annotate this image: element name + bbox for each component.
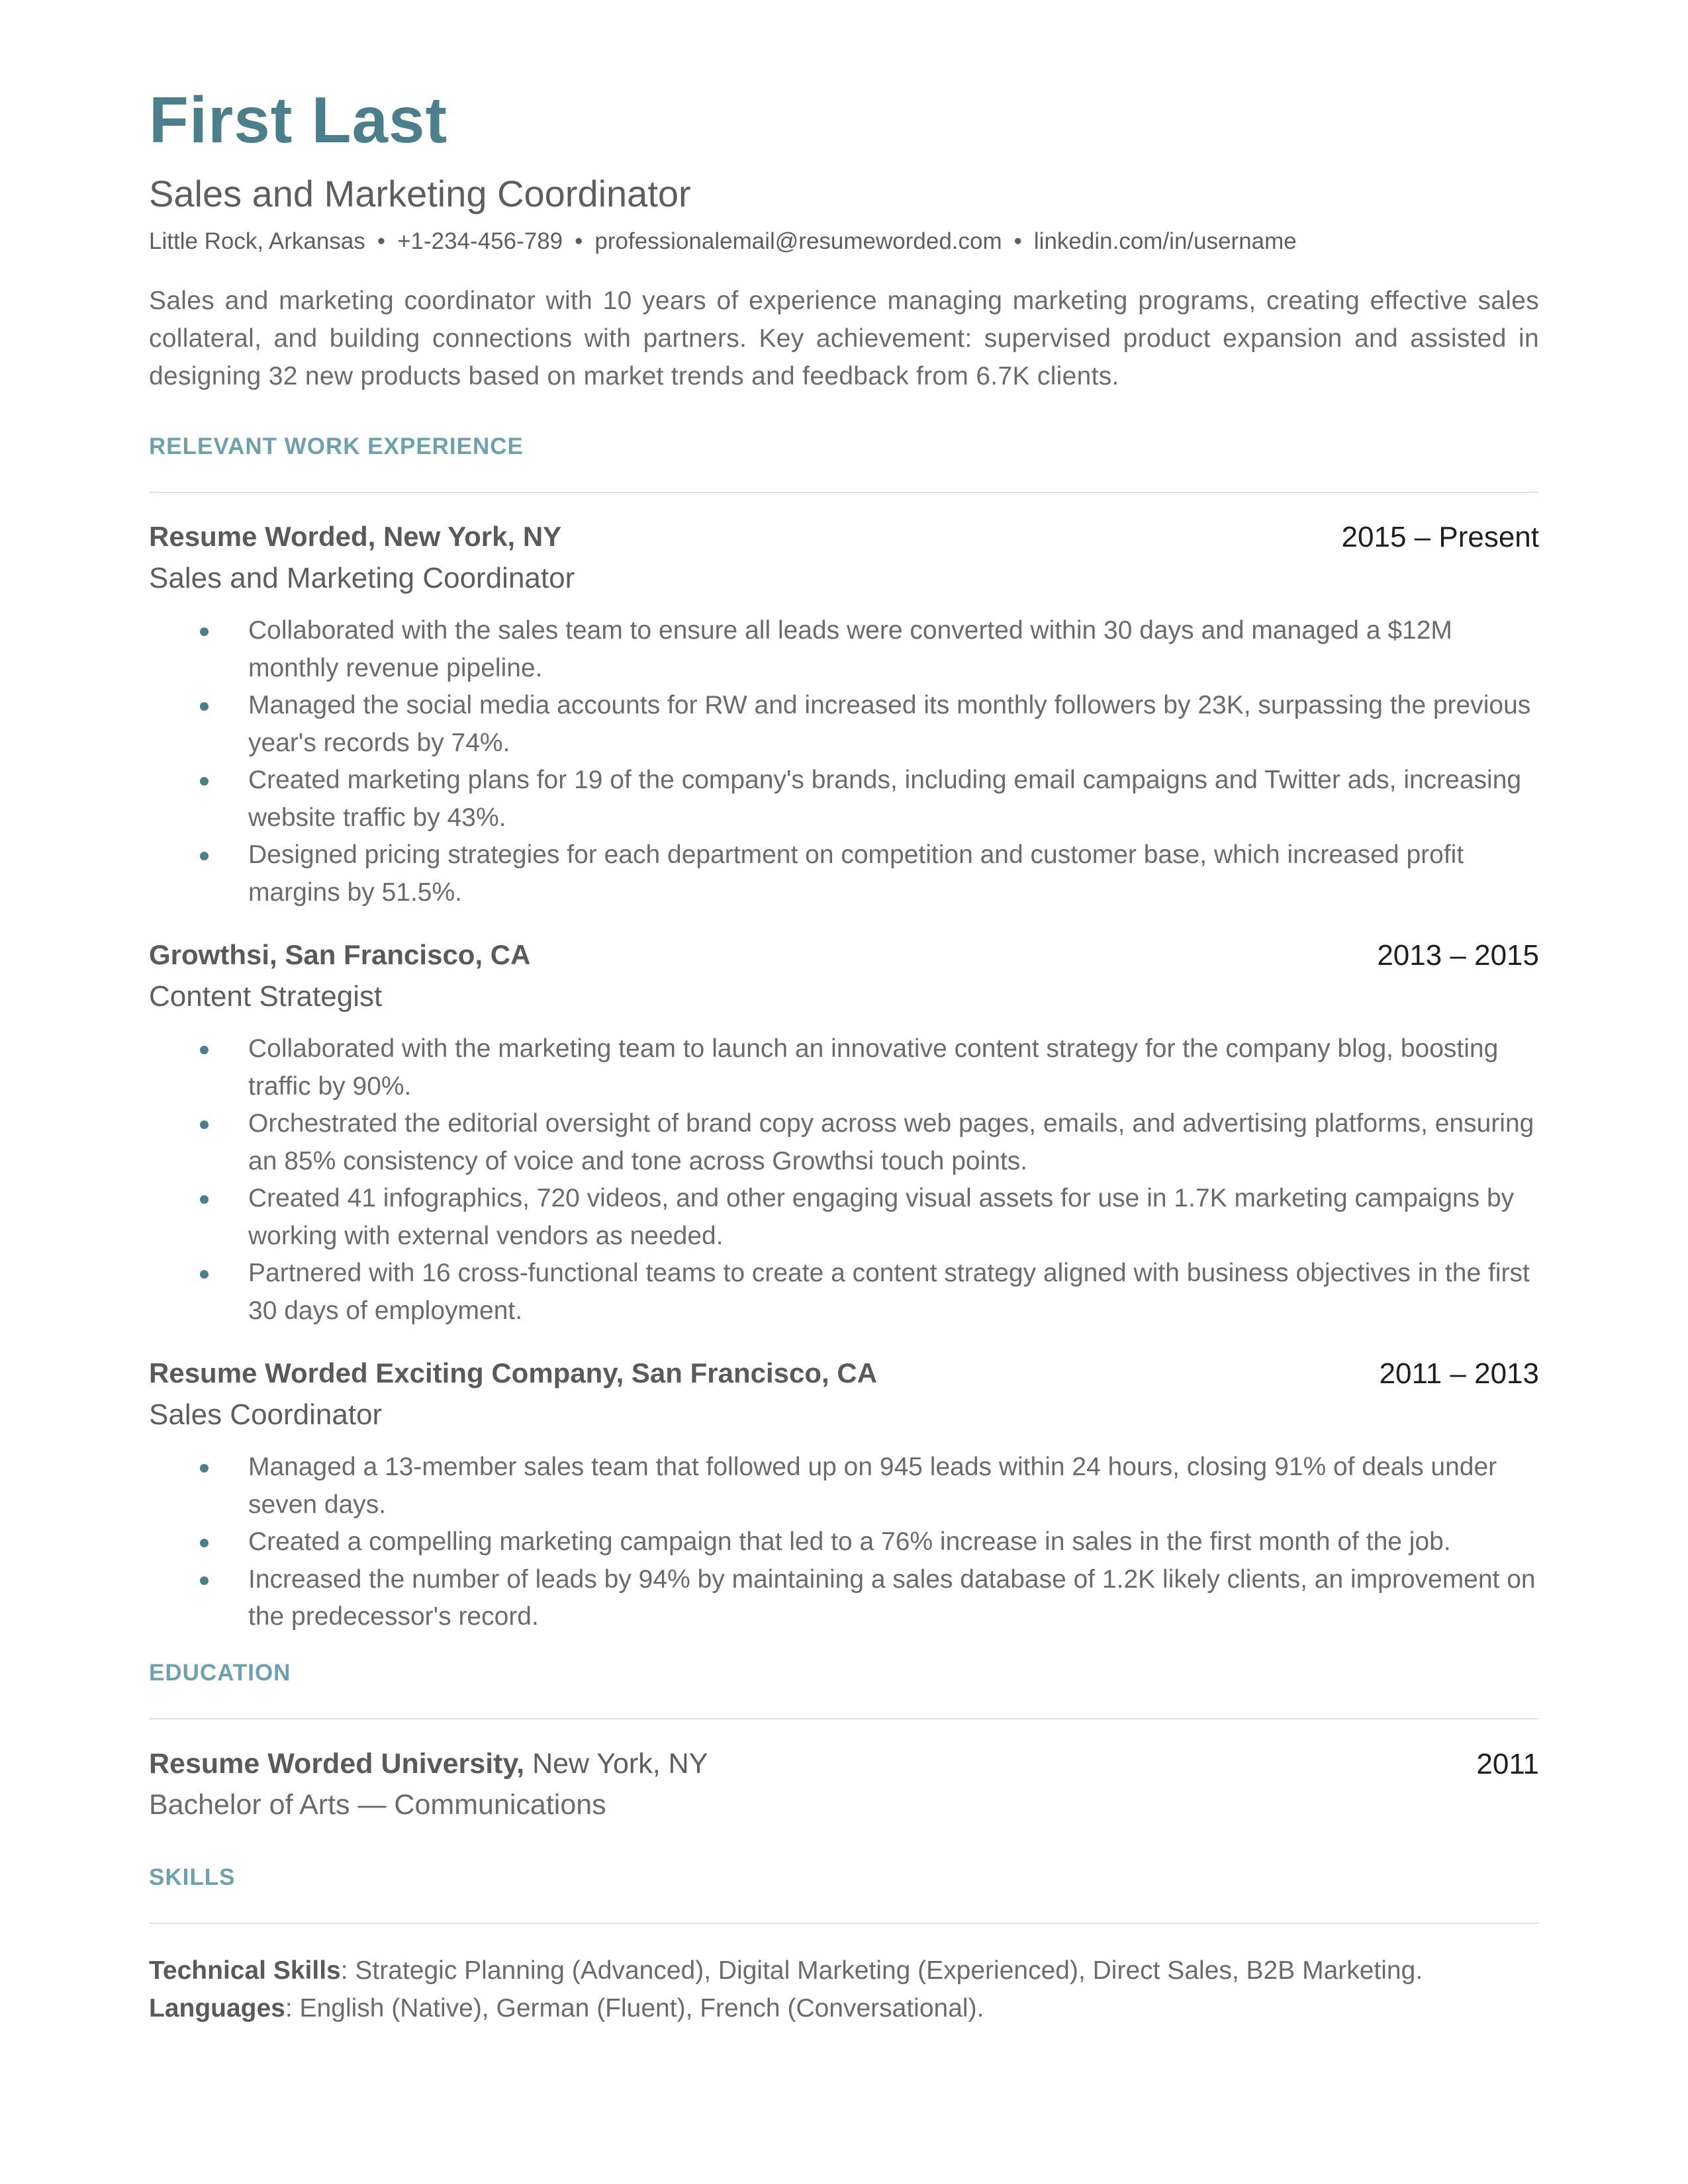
technical-skills (149, 1956, 1423, 1987)
job-dates: 2015 – Present (1341, 521, 1539, 553)
education-year: 2011 (1476, 1748, 1539, 1780)
bullet-dot-icon (200, 852, 209, 860)
bullet-item (149, 1449, 1539, 1524)
languages-label: Languages (149, 1994, 285, 2023)
bullet-text: Increased the number of leads by 94% by maintaining a sales database of 1.2K likely clients, an improvement on the predecessor's record. (248, 1565, 1536, 1631)
job-company: Resume Worded, New York, NY (149, 521, 562, 552)
technical-skills-value: : Strategic Planning (Advanced), Digital Marketing (Experienced), Direct Sales, B2B Marketing. (340, 1956, 1423, 1985)
bullet-text: Created a compelling marketing campaign that led to a 76% increase in sales in the first month of the job. (248, 1527, 1451, 1556)
bullet-text: Created 41 infographics, 720 videos, and other engaging visual assets for use in 1.7K marketing campaigns by working with external vendors as needed. (248, 1184, 1515, 1250)
job-dates: 2011 – 2013 (1379, 1357, 1539, 1390)
summary-paragraph: Sales and marketing coordinator with 10 years of experience managing marketing programs, creating effective sales collateral, and building connections with partners. Key achievement: supervised product expansion and assisted in designing 32 new products based on market trends and feedback from 6.7K clients. (149, 287, 1539, 390)
education-header (149, 1747, 1539, 1787)
candidate-title: Sales and Marketing Coordinator (149, 173, 691, 214)
contact-line (149, 228, 1297, 255)
contact-separator: • (575, 228, 583, 254)
job-dates: 2013 – 2015 (1377, 939, 1539, 972)
experience-divider (149, 492, 1539, 493)
job-company: Growthsi, San Francisco, CA (149, 939, 531, 970)
skills-heading: SKILLS (149, 1864, 236, 1890)
job-header (149, 938, 1539, 976)
job-role: Sales and Marketing Coordinator (149, 562, 575, 594)
bullet-dot-icon (200, 1195, 209, 1204)
bullet-text: Created marketing plans for 19 of the company's brands, including email campaigns and Twitter ads, increasing website traffic by 43%. (248, 766, 1522, 832)
job-role: Content Strategist (149, 980, 383, 1013)
job-header (149, 520, 1539, 557)
contact-email[interactable]: professionalemail@resumeworded.com (594, 228, 1002, 254)
bullet-item (149, 762, 1539, 837)
bullet-item (149, 1105, 1539, 1180)
education-heading: EDUCATION (149, 1660, 291, 1686)
bullet-item (149, 837, 1539, 911)
bullet-text: Collaborated with the marketing team to launch an innovative content strategy for the company blog, boosting traffic by 90%. (248, 1034, 1499, 1101)
bullet-item (149, 1030, 1539, 1105)
candidate-name: First Last (149, 83, 448, 156)
bullet-dot-icon (200, 1539, 209, 1547)
languages-value: : English (Native), German (Fluent), French (Conversational). (285, 1994, 984, 2023)
bullet-item (149, 1561, 1539, 1636)
bullet-item (149, 1255, 1539, 1330)
experience-heading: RELEVANT WORK EXPERIENCE (149, 433, 524, 459)
job-bullets (149, 612, 1539, 911)
job-role: Sales Coordinator (149, 1398, 383, 1431)
job-company: Resume Worded Exciting Company, San Francisco, CA (149, 1357, 878, 1388)
bullet-dot-icon (200, 1120, 209, 1129)
contact-phone: +1-234-456-789 (397, 228, 563, 254)
languages (149, 1993, 984, 2025)
bullet-text: Managed a 13-member sales team that followed up on 945 leads within 24 hours, closing 91% of deals under seven days. (248, 1453, 1497, 1519)
bullet-item (149, 612, 1539, 687)
bullet-dot-icon (200, 1046, 209, 1054)
bullet-item (149, 1524, 1539, 1561)
skills-divider (149, 1923, 1539, 1924)
bullet-text: Designed pricing strategies for each department on competition and customer base, which increased profit margins by 51.5%. (248, 841, 1464, 907)
bullet-dot-icon (200, 702, 209, 711)
education-school: Resume Worded University, (149, 1748, 525, 1780)
bullet-text: Managed the social media accounts for RW and increased its monthly followers by 23K, surpassing the previous year's records by 74%. (248, 691, 1531, 757)
contact-location: Little Rock, Arkansas (149, 228, 365, 254)
bullet-dot-icon (200, 1576, 209, 1585)
job-bullets (149, 1030, 1539, 1330)
job-bullets (149, 1449, 1539, 1636)
bullet-dot-icon (200, 777, 209, 786)
bullet-item (149, 687, 1539, 762)
education-degree: Bachelor of Arts — Communications (149, 1789, 606, 1821)
education-school-line (149, 1747, 708, 1782)
education-divider (149, 1718, 1539, 1719)
bullet-text: Orchestrated the editorial oversight of brand copy across web pages, emails, and advertising platforms, ensuring an 85% consistency of voice and tone across Growthsi touch points. (248, 1109, 1534, 1175)
bullet-text: Partnered with 16 cross-functional teams to create a content strategy aligned with business objectives in the first 30 days of employment. (248, 1259, 1530, 1325)
contact-linkedin[interactable]: linkedin.com/in/username (1033, 228, 1297, 254)
bullet-dot-icon (200, 1464, 209, 1473)
bullet-text: Collaborated with the sales team to ensure all leads were converted within 30 days and managed a $12M monthly revenue pipeline. (248, 616, 1452, 682)
contact-separator: • (377, 228, 386, 254)
technical-skills-label: Technical Skills (149, 1956, 341, 1985)
bullet-dot-icon (200, 627, 209, 636)
job-header (149, 1357, 1539, 1394)
contact-separator: • (1013, 228, 1022, 254)
bullet-dot-icon (200, 1270, 209, 1279)
bullet-item (149, 1180, 1539, 1255)
education-location: New York, NY (532, 1748, 708, 1780)
